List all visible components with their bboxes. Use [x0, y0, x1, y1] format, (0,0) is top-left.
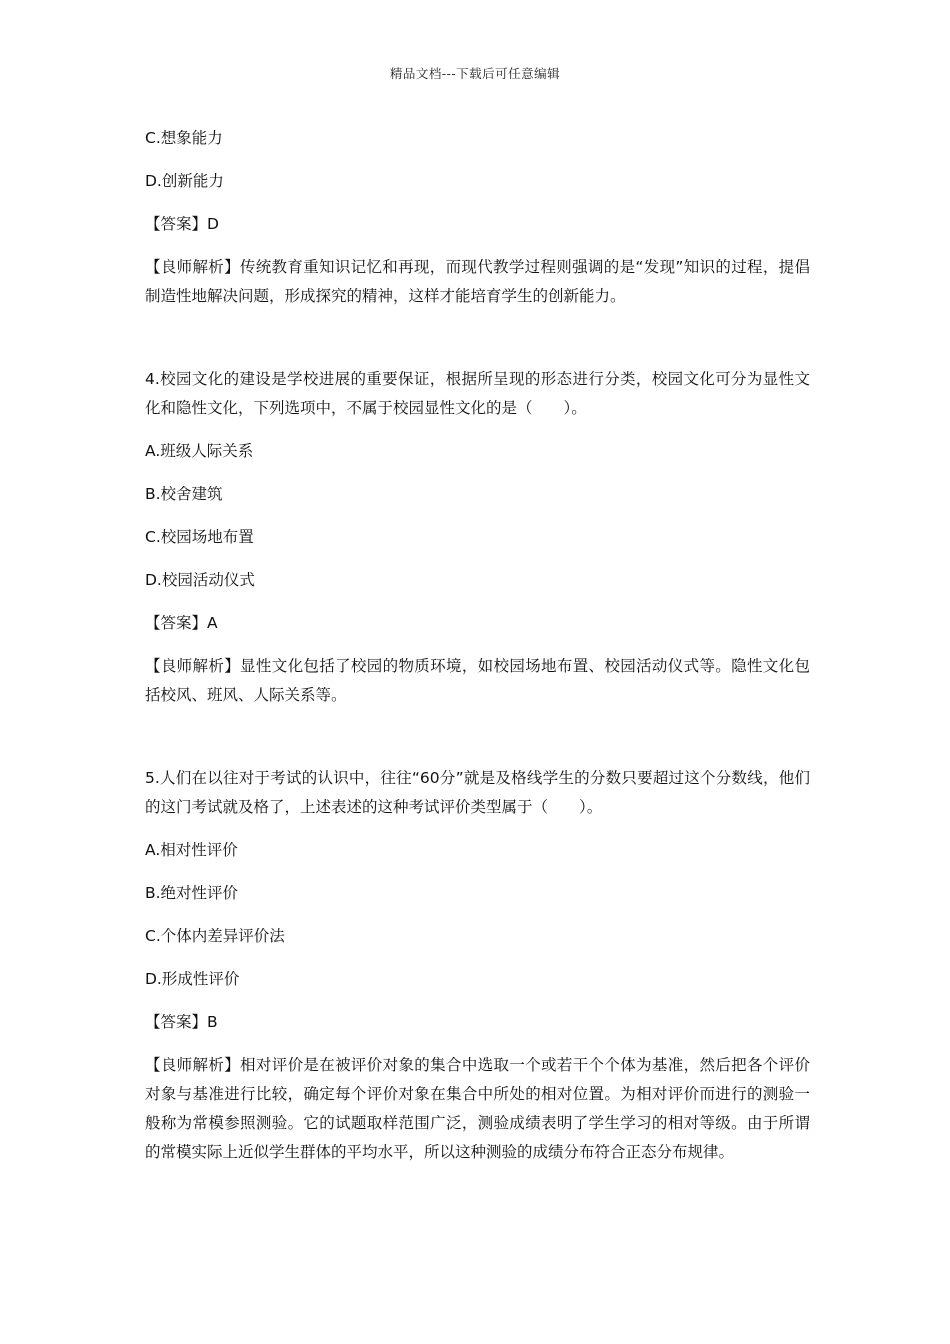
q4-question: 4.校园文化的建设是学校进展的重要保证，根据所呈现的形态进行分类，校园文化可分为显性文化和隐性文化，下列选项中，不属于校园显性文化的是（ ）。 — [145, 370, 810, 417]
q4-explanation: 【良师解析】显性文化包括了校园的物质环境，如校园场地布置、校园活动仪式等。隐性文化包括校风、班风、人际关系等。 — [145, 657, 810, 704]
q4-option-a: A.班级人际关系 — [145, 442, 254, 460]
q5-answer: 【答案】B — [145, 1013, 218, 1031]
page-header: 精品文档---下载后可任意编辑 — [389, 66, 561, 81]
q4-answer: 【答案】A — [145, 614, 218, 632]
q4-option-b: B.校舍建筑 — [145, 485, 223, 503]
q5-option-c: C.个体内差异评价法 — [145, 927, 285, 945]
q5-question: 5.人们在以往对于考试的认识中，往往“60分”就是及格线学生的分数只要超过这个分数线，他们的这门考试就及格了，上述表述的这种考试评价类型属于（ ）。 — [145, 769, 810, 816]
q4-option-d: D.校园活动仪式 — [145, 571, 255, 589]
q3-answer: 【答案】D — [145, 215, 219, 233]
question-3-block — [145, 124, 810, 311]
question-4-block — [145, 365, 810, 710]
document-body — [145, 124, 810, 1167]
q3-option-d: D.创新能力 — [145, 172, 224, 190]
q5-explanation: 【良师解析】相对评价是在被评价对象的集合中选取一个或若干个个体为基准，然后把各个评价对象与基准进行比较，确定每个评价对象在集合中所处的相对位置。为相对评价而进行的测验一般称为常模参照测验。它的试题取样范围广泛，测验成绩表明了学生学习的相对等级。由于所谓的常模实际上近似学生群体的平均水平，所以这种测验的成绩分布符合正态分布规律。 — [145, 1056, 810, 1161]
question-5-block — [145, 764, 810, 1167]
q5-option-a: A.相对性评价 — [145, 841, 238, 859]
q3-option-c: C.想象能力 — [145, 129, 223, 147]
q4-option-c: C.校园场地布置 — [145, 528, 254, 546]
q5-option-d: D.形成性评价 — [145, 970, 240, 988]
q5-option-b: B.绝对性评价 — [145, 884, 239, 902]
q3-explanation: 【良师解析】传统教育重知识记忆和再现，而现代教学过程则强调的是“发现”知识的过程，提倡制造性地解决问题，形成探究的精神，这样才能培育学生的创新能力。 — [145, 258, 810, 305]
